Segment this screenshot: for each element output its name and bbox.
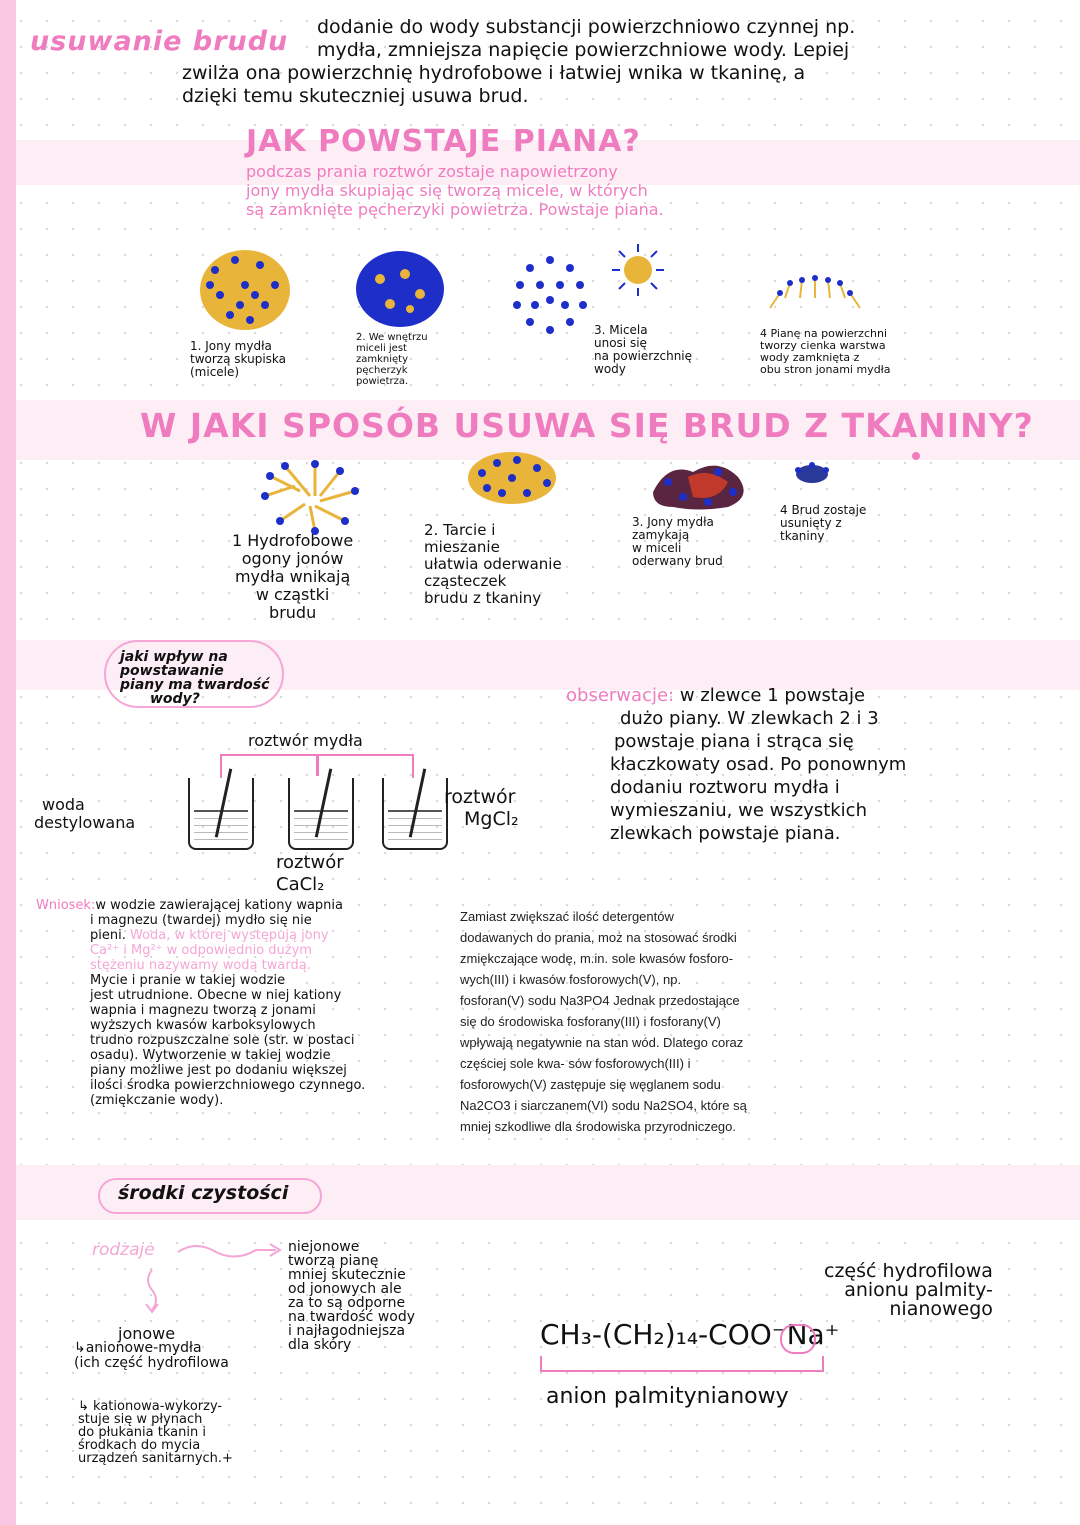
micelle-cluster-illustration xyxy=(190,240,300,340)
note-line: nianowego xyxy=(889,1298,993,1320)
intro-line: dzięki temu skuteczniej usuwa brud. xyxy=(182,85,529,107)
conclusion-line: (zmiękczanie wody). xyxy=(90,1093,224,1108)
info-line: wych(III) i kwasów fosforowych(V), np. xyxy=(460,972,682,987)
conclusion-pink-line: stężeniu nazywamy wodą twardą. xyxy=(90,958,311,973)
observation-line: dodaniu roztworu mydła i xyxy=(610,777,840,798)
observation-line: dużo piany. W zlewkach 2 i 3 xyxy=(620,708,879,729)
intro-heading: usuwanie brudu xyxy=(30,26,289,57)
nonionic-line: i najłagodniejsza xyxy=(288,1323,406,1339)
label-soap-solution: roztwór mydła xyxy=(248,731,363,750)
conclusion xyxy=(36,898,365,1108)
micelle-air-bubble-illustration xyxy=(350,244,450,334)
caption-line: 2. Tarcie i xyxy=(424,521,496,539)
foam-line: jony mydła skupiając się tworzą micele, w których xyxy=(246,181,648,200)
caption-line: 3. Jony mydła xyxy=(632,515,714,529)
intro-line: zwilża ona powierzchnię hydrofobowe i łatwiej wnika w tkaninę, a xyxy=(182,62,806,84)
conclusion-line: i magnezu (twardej) mydło się nie xyxy=(90,913,312,928)
caption-line: 1 Hydrofobowe xyxy=(232,531,354,550)
conclusion-line: wapnia i magnezu tworzą z jonami xyxy=(90,1003,316,1018)
nonionic-detergents xyxy=(288,1240,415,1352)
beaker-2 xyxy=(288,778,354,850)
caption-line: brudu z tkaniny xyxy=(424,589,542,607)
dirt-step-4-illustration xyxy=(792,462,832,486)
observation-line: powstaje piana i strąca się xyxy=(614,731,854,752)
formula-top-note xyxy=(824,1262,993,1319)
dirt-title: W JAKI SPOSÓB USUWA SIĘ BRUD Z TKANINY? xyxy=(140,406,1034,445)
micelle-rising-illustration xyxy=(505,250,595,340)
caption-line: usunięty z xyxy=(780,516,842,530)
observations xyxy=(566,684,906,845)
cationic-line: urządzeń sanitarnych.+ xyxy=(78,1451,233,1466)
observation-line: w zlewce 1 powstaje xyxy=(679,685,866,706)
caption-line: tworzy cienka warstwa xyxy=(760,339,886,352)
ionic-line: jonowe xyxy=(118,1324,176,1343)
ionic-line: (ich część hydrofilowa xyxy=(74,1355,229,1371)
note-line: anionu palmity- xyxy=(844,1279,993,1301)
label-line: CaCl₂ xyxy=(276,874,325,895)
cationic-line: do płukania tkanin i xyxy=(78,1425,206,1440)
nonionic-line: za to są odporne xyxy=(288,1295,406,1311)
info-paragraph xyxy=(460,906,747,1137)
foam-caption-2 xyxy=(356,332,428,387)
cationic-line: środkach do mycia xyxy=(78,1438,201,1453)
conclusion-line: w wodzie zawierającej kationy wapnia xyxy=(95,898,343,913)
types-label: rodzaje xyxy=(92,1240,155,1260)
nonionic-line: dla skóry xyxy=(288,1337,352,1353)
cationic-line: stuje się w płynach xyxy=(78,1412,203,1427)
info-line: zmiękczające wodę, m.in. sole kwasów fosforo- xyxy=(460,951,734,966)
info-line: częściej sole kwa- sów fosforowych(III) i xyxy=(460,1056,691,1071)
foam-caption-4 xyxy=(760,328,891,376)
intro-line: mydła, zmniejsza napięcie powierzchniowe wody. Lepiej xyxy=(317,39,850,61)
caption-line: obu stron jonami mydła xyxy=(760,363,891,376)
caption-line: 4 Pianę na powierzchni xyxy=(760,327,888,340)
caption-line: ogony jonów xyxy=(241,549,344,568)
question-line: wody? xyxy=(150,691,200,707)
label-mgcl2 xyxy=(444,786,519,830)
caption-line: na powierzchnię xyxy=(594,349,693,363)
foam-caption-1 xyxy=(190,340,286,379)
caption-line: tworzą skupiska xyxy=(190,352,286,366)
label-line: woda xyxy=(42,795,85,814)
caption-line: 4 Brud zostaje xyxy=(780,503,867,517)
label-cacl2 xyxy=(276,852,344,896)
foam-line: są zamknięte pęcherzyki powietrza. Powstaje piana. xyxy=(246,200,664,219)
caption-line: w cząstki xyxy=(255,585,330,604)
observation-line: kłaczkowaty osad. Po ponownym xyxy=(610,754,907,775)
chemical-formula: CH₃-(CH₂)₁₄-COO⁻Na⁺ xyxy=(540,1318,840,1351)
info-line: się do środowiska fosforany(III) i fosforany(V) xyxy=(460,1014,721,1029)
caption-line: mieszanie xyxy=(424,538,500,556)
arrow-right-icon xyxy=(176,1238,286,1262)
intro-text xyxy=(182,16,855,108)
conclusion-line: wyższych kwasów karboksylowych xyxy=(90,1018,316,1033)
conclusion-line: trudno rozpuszczalne sole (str. w postaci xyxy=(90,1033,355,1048)
micelle-star-illustration xyxy=(610,242,666,298)
info-line: fosforan(V) sodu Na3PO4 Jednak przedostające xyxy=(460,993,740,1008)
question-line: jaki wpływ na xyxy=(120,649,228,665)
conclusion-line: pieni. xyxy=(90,928,126,943)
nonionic-line: niejonowe xyxy=(288,1239,360,1255)
formula-highlight xyxy=(780,1324,816,1354)
observations-label: obserwacje: xyxy=(566,685,675,706)
caption-line: 3. Micela xyxy=(594,323,648,337)
foam-title: JAK POWSTAJE PIANA? xyxy=(246,124,641,159)
dirt-step-1-illustration xyxy=(255,456,365,536)
pink-bracket-mid xyxy=(316,754,319,776)
label-line: MgCl₂ xyxy=(464,808,519,830)
nonionic-line: od jonowych ale xyxy=(288,1281,402,1297)
caption-line: (micele) xyxy=(190,365,240,379)
info-line: Na2CO3 i siarczanem(VI) sodu Na2SO4, które są xyxy=(460,1098,747,1113)
conclusion-line: osadu). Wytworzenie w takiej wodzie xyxy=(90,1048,331,1063)
caption-line: zamknięty xyxy=(356,354,409,365)
observation-line: zlewkach powstaje piana. xyxy=(610,823,841,844)
dirt-caption-2 xyxy=(424,522,562,607)
conclusion-line: ilości środka powierzchniowego czynnego. xyxy=(90,1078,366,1093)
dirt-caption-1 xyxy=(232,532,353,622)
foam-line: podczas prania roztwór zostaje napowietrzony xyxy=(246,162,618,181)
nonionic-line: mniej skutecznie xyxy=(288,1267,406,1283)
conclusion-pink-line: Ca²⁺ i Mg²⁺ w odpowiednio dużym xyxy=(90,943,312,958)
conclusion-label: Wniosek: xyxy=(36,898,96,913)
caption-line: tkaniny xyxy=(780,529,825,543)
info-line: wpływają negatywnie na stan wód. Dlatego coraz xyxy=(460,1035,744,1050)
caption-line: mydła wnikają xyxy=(234,567,351,586)
question-line: powstawanie xyxy=(120,663,224,679)
foam-text xyxy=(246,162,664,219)
nonionic-line: na twardość wody xyxy=(288,1309,416,1325)
ionic-line: ↳anionowe-mydła xyxy=(74,1340,202,1356)
caption-line: powietrza. xyxy=(356,376,409,387)
info-line: mniej szkodliwe dla środowiska przyrodniczego. xyxy=(460,1119,737,1134)
foam-caption-3 xyxy=(594,324,692,376)
info-line: Zamiast zwiększać ilość detergentów xyxy=(460,909,674,924)
label-line: roztwór xyxy=(276,852,344,873)
caption-line: ułatwia oderwanie xyxy=(424,555,562,573)
intro-line: dodanie do wody substancji powierzchniowo czynnej np. xyxy=(317,16,856,38)
dirt-step-2-illustration xyxy=(462,448,562,508)
foam-film-illustration xyxy=(760,268,870,318)
beaker-3 xyxy=(382,778,448,850)
label-line: roztwór xyxy=(444,786,516,808)
label-line: destylowana xyxy=(34,813,136,832)
caption-line: cząsteczek xyxy=(424,572,507,590)
caption-line: unosi się xyxy=(594,336,647,350)
caption-line: miceli jest xyxy=(356,343,407,354)
dirt-caption-4 xyxy=(780,504,866,543)
conclusion-line: piany możliwe jest po dodaniu większej xyxy=(90,1063,347,1078)
caption-line: 1. Jony mydła xyxy=(190,339,272,353)
left-edge-strip xyxy=(0,0,16,1525)
caption-line: w miceli xyxy=(632,541,682,555)
decor-dot xyxy=(912,452,920,460)
caption-line: wody xyxy=(594,362,626,376)
conclusion-pink-line: Woda, w której występują jony xyxy=(130,928,329,943)
beaker-1 xyxy=(188,778,254,850)
formula-bottom-note: anion palmitynianowy xyxy=(546,1384,789,1409)
caption-line: pęcherzyk xyxy=(356,365,408,376)
formula-bracket xyxy=(540,1356,824,1372)
caption-line: oderwany brud xyxy=(632,554,723,568)
cationic-detergents xyxy=(78,1400,233,1465)
note-line: część hydrofilowa xyxy=(824,1260,993,1282)
conclusion-line: jest utrudnione. Obecne w niej kationy xyxy=(90,988,342,1003)
dirt-step-3-illustration xyxy=(648,452,758,512)
label-distilled-water xyxy=(34,796,135,832)
caption-line: zamykają xyxy=(632,528,690,542)
arrow-down-icon xyxy=(140,1268,164,1316)
info-line: dodawanych do prania, moż na stosować środki xyxy=(460,930,737,945)
conclusion-line: Mycie i pranie w takiej wodzie xyxy=(90,973,286,988)
experiment-question xyxy=(120,650,269,706)
caption-line: 2. We wnętrzu xyxy=(356,332,428,343)
caption-line: brudu xyxy=(269,603,317,622)
info-line: fosforowych(V) zastępuje się węglanem sodu xyxy=(460,1077,721,1092)
cationic-line: ↳ kationowa-wykorzy- xyxy=(78,1399,223,1414)
caption-line: wody zamknięta z xyxy=(760,351,860,364)
question-line: piany ma twardość xyxy=(120,677,270,693)
observation-line: wymieszaniu, we wszystkich xyxy=(610,800,867,821)
detergents-title: środki czystości xyxy=(118,1182,289,1204)
nonionic-line: tworzą pianę xyxy=(288,1253,379,1269)
ionic-detergents xyxy=(74,1326,229,1371)
dirt-caption-3 xyxy=(632,516,723,568)
